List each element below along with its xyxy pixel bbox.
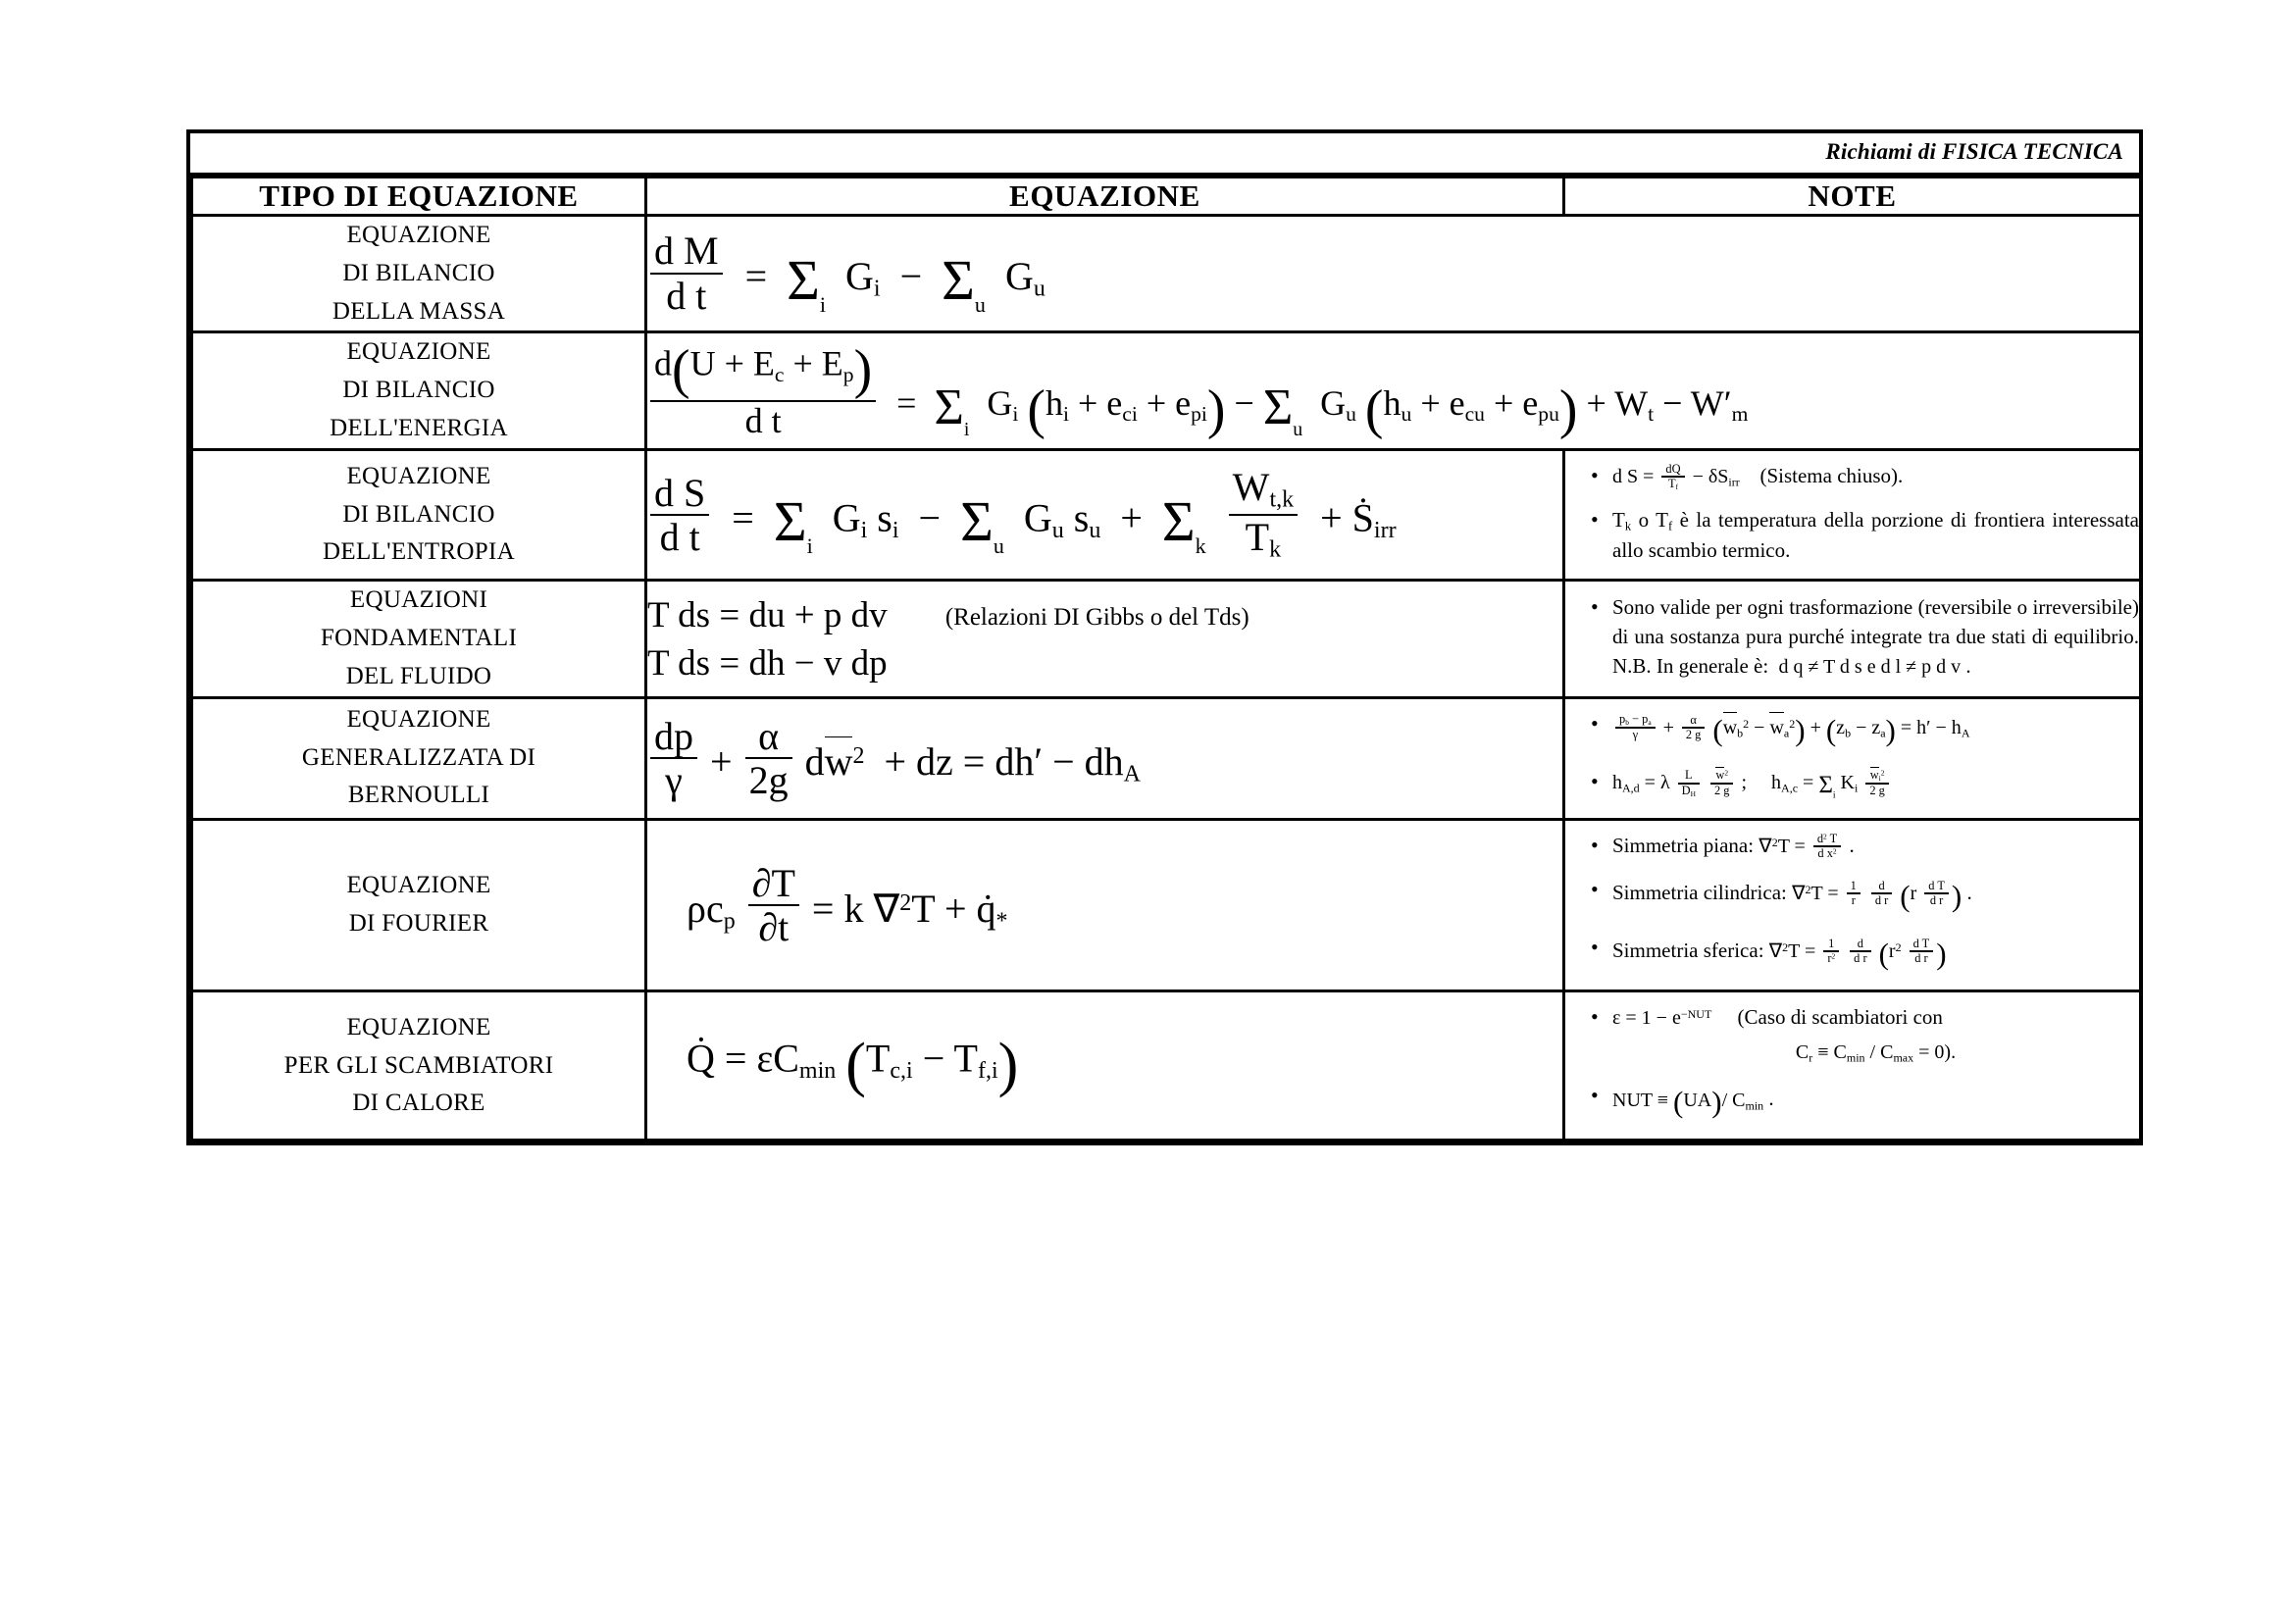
table-row <box>192 697 2141 819</box>
row-label-line: DELL'ENTROPIA <box>323 538 515 566</box>
note-item: • Sono valide per ogni trasformazione (reversibile o irreversibile) di una sostanza pura purché integrate tra due stati di equilibrio. N.B. In generale è: d q ≠ T d s e d l ≠ p d v . <box>1591 592 2139 683</box>
row-label-fourier <box>192 819 646 991</box>
note-item: • Simmetria piana: ∇$^2$T = $\frac{d^2 T}{d x^2}$ . <box>1591 831 2139 861</box>
row-label-line: PER GLI SCAMBIATORI <box>283 1051 554 1079</box>
column-header-notes: NOTE <box>1564 178 2141 216</box>
row-label-heat-exchanger <box>192 991 646 1141</box>
table-row <box>192 581 2141 697</box>
row-label-line: DELL'ENERGIA <box>330 414 508 441</box>
row-label-line: EQUAZIONE <box>346 338 491 366</box>
column-header-type: TIPO DI EQUAZIONE <box>192 178 646 216</box>
column-header-equation: EQUAZIONE <box>646 178 1564 216</box>
note-item: • Simmetria cilindrica: ∇$^2$T = $\frac{1}{r}$ $\frac{d}{\text{d r}}$ (r $\frac{\text{d T}}{\text{d r}}$ ) . <box>1591 875 2139 919</box>
notes-entropy <box>1564 449 2141 581</box>
equation-heat-exchanger: Q̇ = $\varepsilon C_{min}$ $(T_{c,i} - T_{f,i})$ <box>646 991 1564 1141</box>
notes-gibbs <box>1564 581 2141 697</box>
row-label-line: EQUAZIONE <box>346 872 491 899</box>
table-row <box>192 216 2141 332</box>
equation-bernoulli: $\frac{dp}{\gamma}$ + $\frac{\alpha}{2g}$ $dw^2$ + dz = $dh' - dh_A$ <box>646 697 1564 819</box>
notes-fourier <box>1564 819 2141 991</box>
note-item: • NUT ≡ (UA)/ $C_{min}$ . <box>1591 1081 2139 1125</box>
notes-heat-exchanger <box>1564 991 2141 1141</box>
table-header-row <box>192 178 2141 216</box>
table-row <box>192 991 2141 1141</box>
row-label-line: DI BILANCIO <box>342 259 495 286</box>
row-label-line: EQUAZIONE <box>346 705 491 733</box>
row-label-line: DI CALORE <box>352 1090 485 1117</box>
equation-gibbs: T ds = du + p dv (Relazioni DI Gibbs o del Tds) T ds = dh − v dp <box>646 581 1564 697</box>
note-item: • $T_k$ o $T_f$ è la temperatura della porzione di frontiera interessata allo scambio termico. <box>1591 505 2139 565</box>
table-row <box>192 819 2141 991</box>
note-item: • $\varepsilon = 1 - e^{-NUT}$ (Caso di scambiatori con $C_r \equiv C_{min} / C_{max} = 0$). <box>1591 1002 2139 1067</box>
note-item: • $\frac{p_b - p_a}{\gamma}$ + $\frac{\alpha}{2 g}$ $(w_b^2 - w_a^2) + (z_b - z_a) = h' - h_A$ <box>1591 709 2139 753</box>
row-label-line: EQUAZIONE <box>346 462 491 489</box>
equation-fourier: $\rho c_p$ $\frac{\partial T}{\partial t}$ = k $\nabla^2T + q̇_*$ <box>646 819 1564 991</box>
row-label-line: FONDAMENTALI <box>320 625 518 652</box>
row-label-line: GENERALIZZATA DI <box>301 743 536 771</box>
equation-caption: (Relazioni DI Gibbs o del Tds) <box>944 604 1249 632</box>
row-label-fluid <box>192 581 646 697</box>
table-row <box>192 332 2141 449</box>
sheet-header-title: Richiami di FISICA TECNICA <box>1825 139 2123 164</box>
formula-sheet <box>186 129 2143 1145</box>
equation-mass: $\frac{\text{d M}}{\text{d t}}$ = $\Sigma_i$ $G_i - \Sigma_u$ $G_u$ <box>646 216 2141 332</box>
row-label-line: DI BILANCIO <box>342 377 495 403</box>
notes-bernoulli <box>1564 697 2141 819</box>
row-label-line: DEL FLUIDO <box>345 662 492 689</box>
row-label-line: EQUAZIONE <box>346 222 491 248</box>
note-item: • d S = $\frac{dQ}{T_f}$ − $\delta S_{irr}$ (Sistema chiuso). <box>1591 461 2139 492</box>
row-label-line: EQUAZIONI <box>349 586 488 614</box>
row-label-line: DELLA MASSA <box>331 297 506 325</box>
note-item: • Simmetria sferica: ∇$^2$T = $\frac{1}{r^2}$ $\frac{d}{\text{d r}}$ ($r^2$ $\frac{\text{d T}}{\text{d r}}$ ) <box>1591 933 2139 977</box>
note-item: • $h_{A,d} = \lambda$ $\frac{L}{D_H}$ $\frac{w^2}{2 g}$ ; $h_{A,c} = \Sigma_i$ $K_i$ $\frac{w_i^2}{2 g}$ <box>1591 767 2139 804</box>
table-row <box>192 449 2141 581</box>
equation-energy: $\frac{d(U + E_c + E_p)}{\text{d t}}$ = $\Sigma_i$ $G_i$ $(h_i + e_{ci} + e_{pi}) - \Sigma_u$ $G_u$ $(h_u + e_{cu} + e_{pu}) + W_t - W'_m$ <box>646 332 2141 449</box>
row-label-entropy <box>192 449 646 581</box>
row-label-bernoulli <box>192 697 646 819</box>
row-label-line: EQUAZIONE <box>346 1013 491 1040</box>
formula-table <box>190 176 2142 1142</box>
equation-entropy: $\frac{\text{d S}}{\text{d t}}$ = $\Sigma_i$ $G_i$ $s_i - \Sigma_u$ $G_u$ $s_u + \Sigma_k$ $\frac{W_{t,k}}{T_k}$ + $Ṡ_{irr}$ <box>646 449 1564 581</box>
row-label-mass <box>192 216 646 332</box>
row-label-line: DI BILANCIO <box>342 500 495 528</box>
row-label-line: BERNOULLI <box>347 782 490 809</box>
row-label-line: DI FOURIER <box>348 910 489 937</box>
sheet-header <box>190 133 2139 176</box>
row-label-energy <box>192 332 646 449</box>
